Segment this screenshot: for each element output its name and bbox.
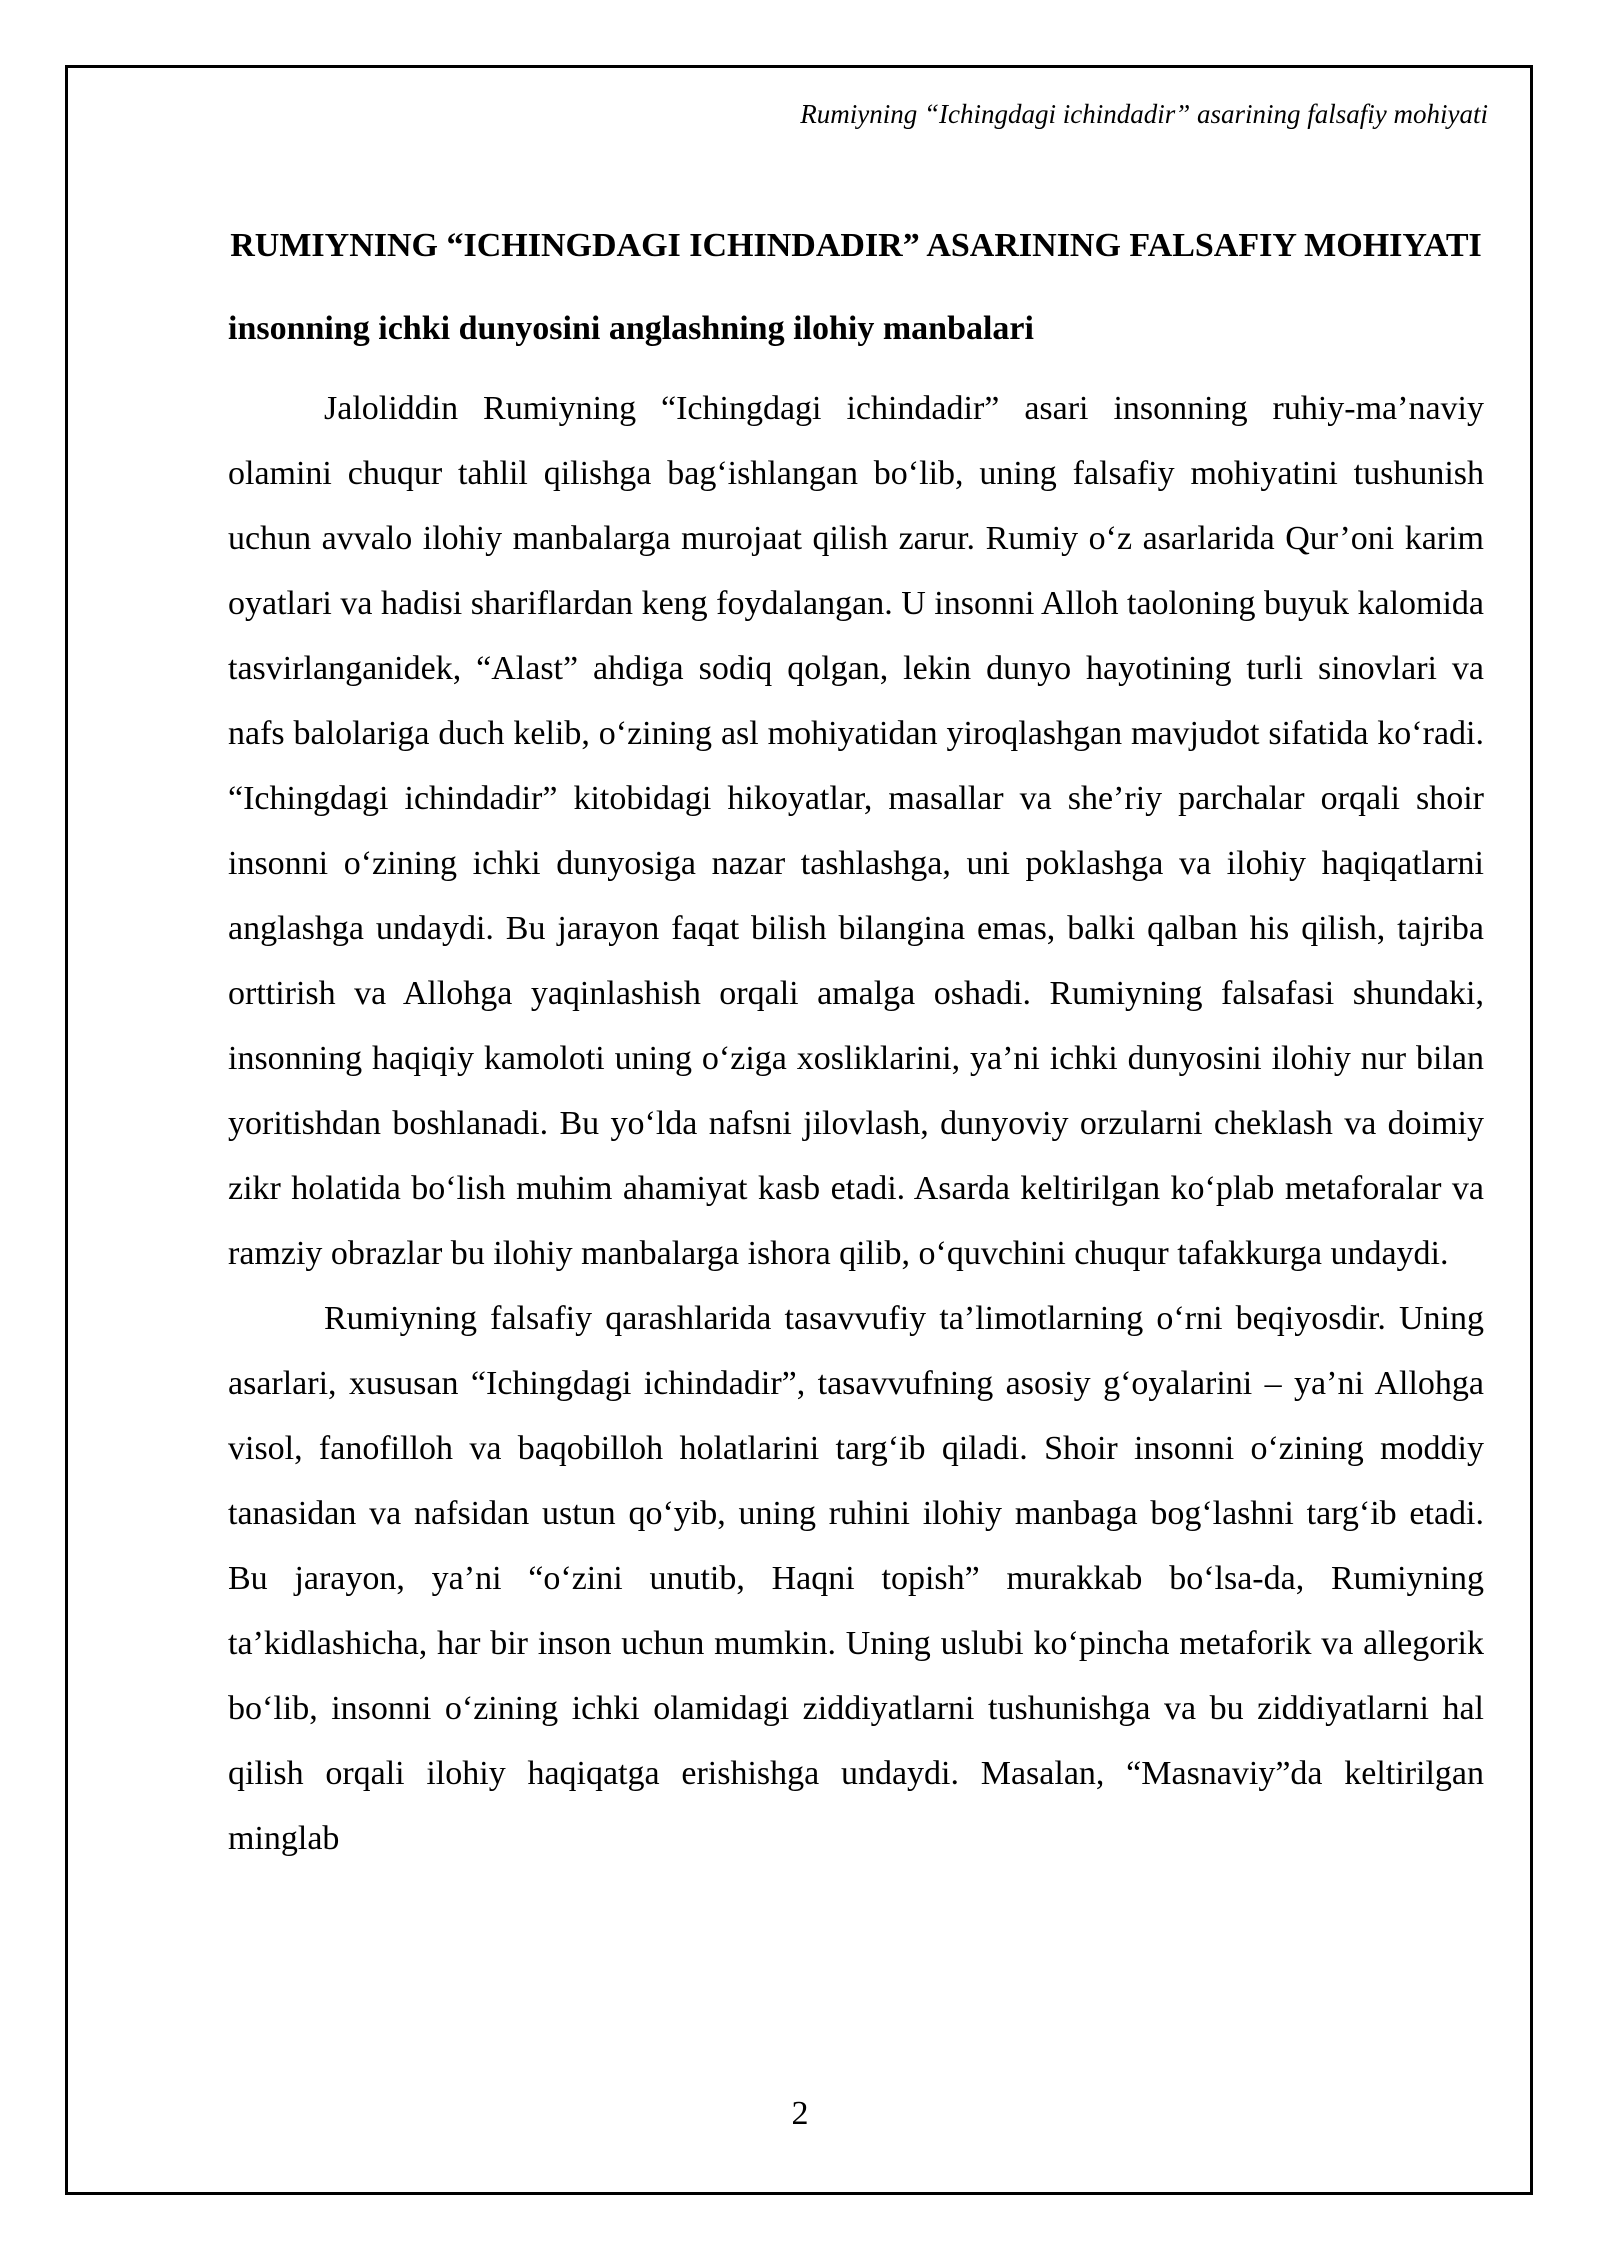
page-number: 2: [791, 2095, 809, 2132]
document-title: RUMIYNING “ICHINGDAGI ICHINDADIR” ASARINING FALSAFIY MOHIYATI: [230, 227, 1482, 264]
document-body: [228, 212, 1484, 1871]
running-header: Rumiyning “Ichingdagi ichindadir” asarining falsafiy mohiyati: [800, 99, 1488, 129]
paragraph: Rumiyning falsafiy qarashlarida tasavvufiy ta’limotlarning o‘rni beqiyosdir. Uning asarlari, xususan “Ichingdagi ichindadir”, tasavvufning asosiy g‘oyalarini – ya’ni Allohga visol, fanofilloh va baqobilloh holatlarini targ‘ib qiladi. Shoir insonni o‘zining moddiy tanasidan va nafsidan ustun qo‘yib, uning ruhini ilohiy manbaga bog‘lashni targ‘ib etadi. Bu jarayon, ya’ni “o‘zini unutib, Haqni topish” murakkab bo‘lsa-da, Rumiyning ta’kidlashicha, har bir inson uchun mumkin. Uning uslubi ko‘pincha metaforik va allegorik bo‘lib, insonni o‘zining ichki olamidagi ziddiyatlarni tushunishga va bu ziddiyatlarni hal qilish orqali ilohiy haqiqatga erishishga undaydi. Masalan, “Masnaviy”da keltirilgan minglab: [228, 1300, 1484, 1857]
paragraph: Jaloliddin Rumiyning “Ichingdagi ichindadir” asari insonning ruhiy-ma’naviy olamini chuqur tahlil qilishga bag‘ishlangan bo‘lib, uning falsafiy mohiyatini tushunish uchun avvalo ilohiy manbalarga murojaat qilish zarur. Rumiy o‘z asarlarida Qur’oni karim oyatlari va hadisi shariflardan keng foydalangan. U insonni Alloh taoloning buyuk kalomida tasvirlanganidek, “Alast” ahdiga sodiq qolgan, lekin dunyo hayotining turli sinovlari va nafs balolariga duch kelib, o‘zining asl mohiyatidan yiroqlashgan mavjudot sifatida ko‘radi. “Ichingdagi ichindadir” kitobidagi hikoyatlar, masallar va she’riy parchalar orqali shoir insonni o‘zining ichki dunyosiga nazar tashlashga, uni poklashga va ilohiy haqiqatlarni anglashga undaydi. Bu jarayon faqat bilish bilangina emas, balki qalban his qilish, tajriba orttirish va Allohga yaqinlashish orqali amalga oshadi. Rumiyning falsafasi shundaki, insonning haqiqiy kamoloti uning o‘ziga xosliklarini, ya’ni ichki dunyosini ilohiy nur bilan yoritishdan boshlanadi. Bu yo‘lda nafsni jilovlash, dunyoviy orzularni cheklash va doimiy zikr holatida bo‘lish muhim ahamiyat kasb etadi. Asarda keltirilgan ko‘plab metaforalar va ramziy obrazlar bu ilohiy manbalarga ishora qilib, o‘quvchini chuqur tafakkurga undaydi.: [228, 390, 1484, 1272]
section-heading: insonning ichki dunyosini anglashning ilohiy manbalari: [228, 310, 1034, 347]
